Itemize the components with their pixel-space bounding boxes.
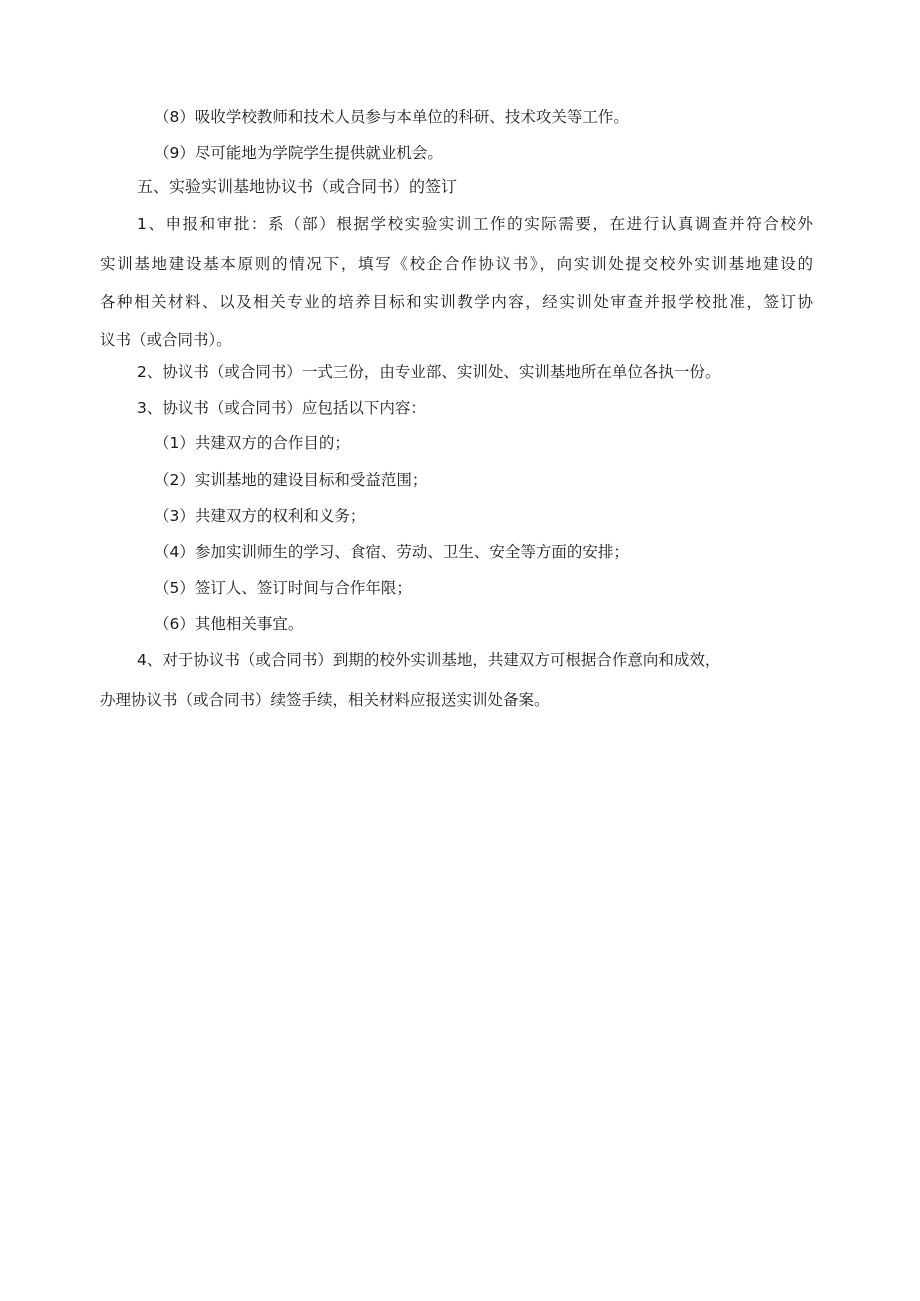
paragraph-2: 2、协议书（或合同书）一式三份，由专业部、实训处、实训基地所在单位各执一份。: [137, 363, 721, 381]
section-heading: 五、实验实训基地协议书（或合同书）的签订: [137, 177, 458, 196]
paragraph-1-line-1: 1、申报和审批：系（部）根据学校实验实训工作的实际需要，在进行认真调查并符合校外: [137, 215, 813, 233]
list-item-9: （9）尽可能地为学院学生提供就业机会。: [154, 144, 443, 162]
paragraph-1-line-3: 各种相关材料、以及相关专业的培养目标和实训教学内容，经实训处审查并报学校批准，签订协: [100, 293, 813, 311]
list-item-4: （4）参加实训师生的学习、食宿、劳动、卫生、安全等方面的安排；: [154, 543, 629, 561]
paragraph-4-line-2: 办理协议书（或合同书）续签手续，相关材料应报送实训处备案。: [100, 691, 550, 709]
paragraph-1-line-4: 议书（或合同书）。: [100, 331, 232, 349]
list-item-5: （5）签订人、签订时间与合作年限；: [154, 579, 412, 597]
list-item-8: （8）吸收学校教师和技术人员参与本单位的科研、技术攻关等工作。: [154, 108, 629, 126]
paragraph-4-line-1: 4、对于协议书（或合同书）到期的校外实训基地，共建双方可根据合作意向和成效，: [137, 651, 721, 669]
list-item-2: （2）实训基地的建设目标和受益范围；: [154, 471, 428, 489]
paragraph-3: 3、协议书（或合同书）应包括以下内容：: [137, 399, 426, 417]
paragraph-1-line-2: 实训基地建设基本原则的情况下，填写《校企合作协议书》，向实训处提交校外实训基地建设的: [100, 255, 813, 273]
list-item-1: （1）共建双方的合作目的；: [154, 434, 350, 452]
list-item-3: （3）共建双方的权利和义务；: [154, 507, 366, 525]
list-item-6: （6）其他相关事宜。: [154, 615, 304, 633]
